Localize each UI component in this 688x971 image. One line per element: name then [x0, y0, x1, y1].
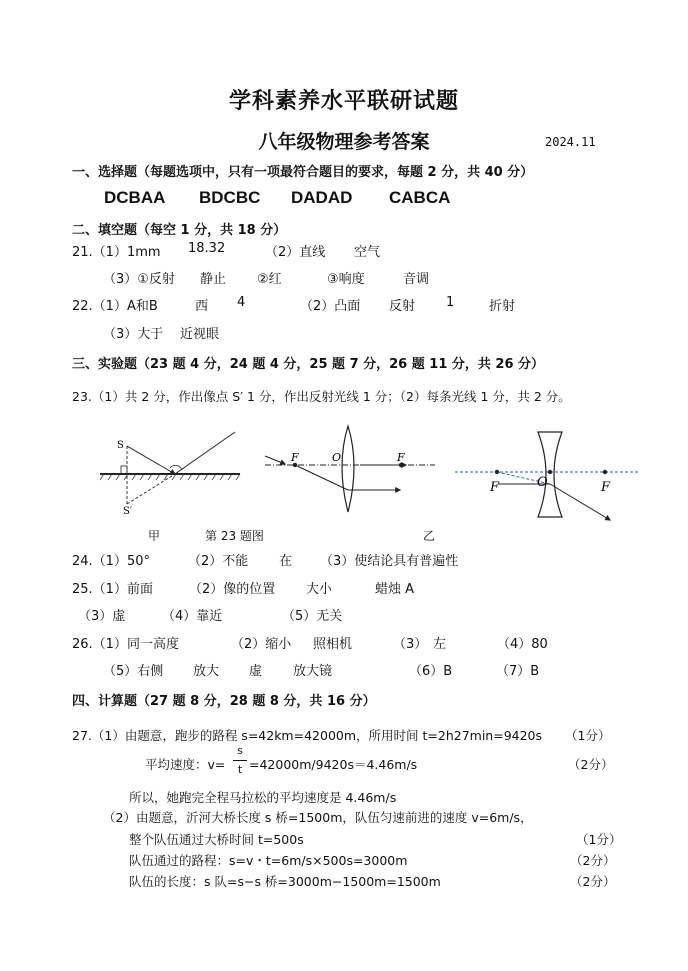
q27-line5-score: （1分）	[576, 832, 622, 847]
page-title: 学科素养水平联研试题	[228, 89, 459, 114]
q22-line2-a: （3）大于	[103, 327, 164, 342]
section2-heading: 二、填空题（每空 1 分，共 18 分）	[72, 223, 287, 238]
q22-line1-c: 4	[237, 295, 246, 310]
label-s-prime: S′	[123, 506, 133, 517]
fraction-numerator: s	[237, 744, 243, 757]
q27-line7-score: （2分）	[570, 874, 616, 889]
section1-heading: 一、选择题（每题选项中，只有一项最符合题目的要求，每题 2 分，共 40 分）	[72, 165, 534, 180]
reflected-ray	[175, 432, 235, 474]
q21-line2-a: （3）①反射	[103, 272, 175, 287]
q24-b: （2）不能	[188, 554, 249, 569]
q25-e: （3）虚	[78, 609, 126, 624]
q27-line1-score: （1分）	[565, 728, 611, 743]
q26-a: 26.（1）同一高度	[72, 637, 179, 652]
q25-a: 25.（1）前面	[72, 582, 153, 597]
label-s: S	[117, 440, 124, 451]
q26-d: （3）	[393, 637, 428, 652]
label-f-right-convex: F	[397, 451, 405, 464]
q23-text: 23.（1）共 2 分，作出像点 S′ 1 分，作出反射光线 1 分；（2）每条光线 1 分，共 2 分。	[72, 389, 571, 404]
convex-lens-shape	[342, 426, 354, 512]
date: 2024.11	[545, 135, 596, 149]
answer-group-1: DCBAA	[104, 188, 166, 207]
q21-line1-c: （2）直线	[265, 245, 326, 260]
ray-through-focus	[265, 456, 285, 464]
q21-line1-b: 18.32	[188, 241, 226, 256]
label-o-concave: O	[537, 475, 548, 490]
q27-line5: 整个队伍通过大桥时间 t=500s	[129, 832, 304, 847]
q26-g: （5）右侧	[103, 664, 164, 679]
q27-line2-score: （2分）	[568, 757, 614, 772]
page-subtitle: 八年级物理参考答案	[258, 131, 430, 153]
q27-line6: 队伍通过的路程：s=v・t=6m/s×500s=3000m	[129, 853, 408, 868]
q21-line2-d: ③响度	[327, 272, 365, 287]
figure-23	[90, 420, 650, 525]
incident-ray	[127, 446, 175, 474]
fraction-denominator: t	[237, 763, 243, 776]
virtual-ray	[127, 474, 175, 504]
q26-j: 放大镜	[293, 664, 333, 679]
answer-group-2: BDCBC	[199, 188, 261, 207]
q27-line2-pre: 平均速度：v=	[145, 757, 226, 772]
q22-line1-g: 折射	[489, 299, 516, 314]
label-f-left-convex: F	[291, 451, 299, 464]
q25-d: 蜡烛 A	[375, 582, 415, 597]
section4-heading: 四、计算题（27 题 8 分，28 题 8 分，共 16 分）	[72, 694, 376, 709]
label-f-right-concave: F	[601, 480, 611, 495]
q27-line4: （2）由题意，沂河大桥长度 s 桥=1500m，队伍匀速前进的速度 v=6m/s，	[103, 810, 533, 825]
answer-group-4: CABCA	[389, 188, 451, 207]
q27-line7: 队伍的长度：s 队=s−s 桥=3000m−1500m=1500m	[129, 874, 441, 889]
label-f-left-concave: F	[490, 480, 500, 495]
q22-line1-b: 西	[195, 299, 209, 314]
q26-e: 左	[433, 637, 447, 652]
q24-a: 24.（1）50°	[72, 554, 150, 569]
q24-d: （3）使结论具有普遍性	[320, 554, 459, 569]
q25-g: （5）无关	[282, 609, 343, 624]
q26-b: （2）缩小	[231, 637, 292, 652]
answer-group-3: DADAD	[291, 188, 353, 207]
q21-line2-e: 音调	[403, 272, 430, 287]
q26-h: 放大	[193, 664, 220, 679]
q26-i: 虚	[249, 664, 263, 679]
caption-yi: 乙	[423, 529, 436, 543]
q26-c: 照相机	[313, 637, 353, 652]
section3-heading: 三、实验题（23 题 4 分，24 题 4 分，25 题 7 分，26 题 11 分，共 26 分）	[72, 357, 545, 372]
diagram-concave-lens	[455, 432, 640, 520]
q27-line6-score: （2分）	[570, 853, 616, 868]
label-o-convex: O	[332, 451, 342, 464]
q22-line1-f: 1	[446, 295, 455, 310]
q21-line2-b: 静止	[200, 272, 227, 287]
angle-arc	[170, 465, 182, 470]
diagram-jia-mirror	[100, 432, 240, 517]
caption-figure: 第 23 题图	[205, 529, 264, 543]
q25-b: （2）像的位置	[189, 582, 276, 597]
q24-c: 在	[279, 554, 293, 569]
q27-line1: 27.（1）由题意，跑步的路程 s=42km=42000m，所用时间 t=2h27min=9420s	[72, 728, 543, 743]
q22-line1-e: 反射	[389, 299, 416, 314]
ray-to-lens	[295, 465, 348, 490]
q25-c: 大小	[306, 582, 333, 597]
q26-k: （6）B	[409, 664, 453, 679]
q22-line1-a: 22.（1）A和B	[72, 299, 158, 314]
right-angle-mark	[121, 466, 127, 474]
diagram-convex-lens	[265, 426, 435, 512]
fraction-bar	[233, 760, 247, 761]
caption-jia: 甲	[148, 529, 161, 543]
q21-line2-c: ②红	[257, 272, 282, 287]
q21-line1-d: 空气	[354, 245, 381, 260]
q22-line1-d: （2）凸面	[300, 299, 361, 314]
q26-l: （7）B	[496, 664, 540, 679]
q25-f: （4）靠近	[162, 609, 223, 624]
q26-f: （4）80	[497, 637, 548, 652]
q27-line2-post: =42000m/9420s＝4.46m/s	[249, 757, 418, 772]
q22-line2-b: 近视眼	[180, 327, 220, 342]
q27-line3: 所以，她跑完全程马拉松的平均速度是 4.46m/s	[129, 790, 397, 805]
q21-line1-a: 21.（1）1mm	[72, 245, 161, 260]
